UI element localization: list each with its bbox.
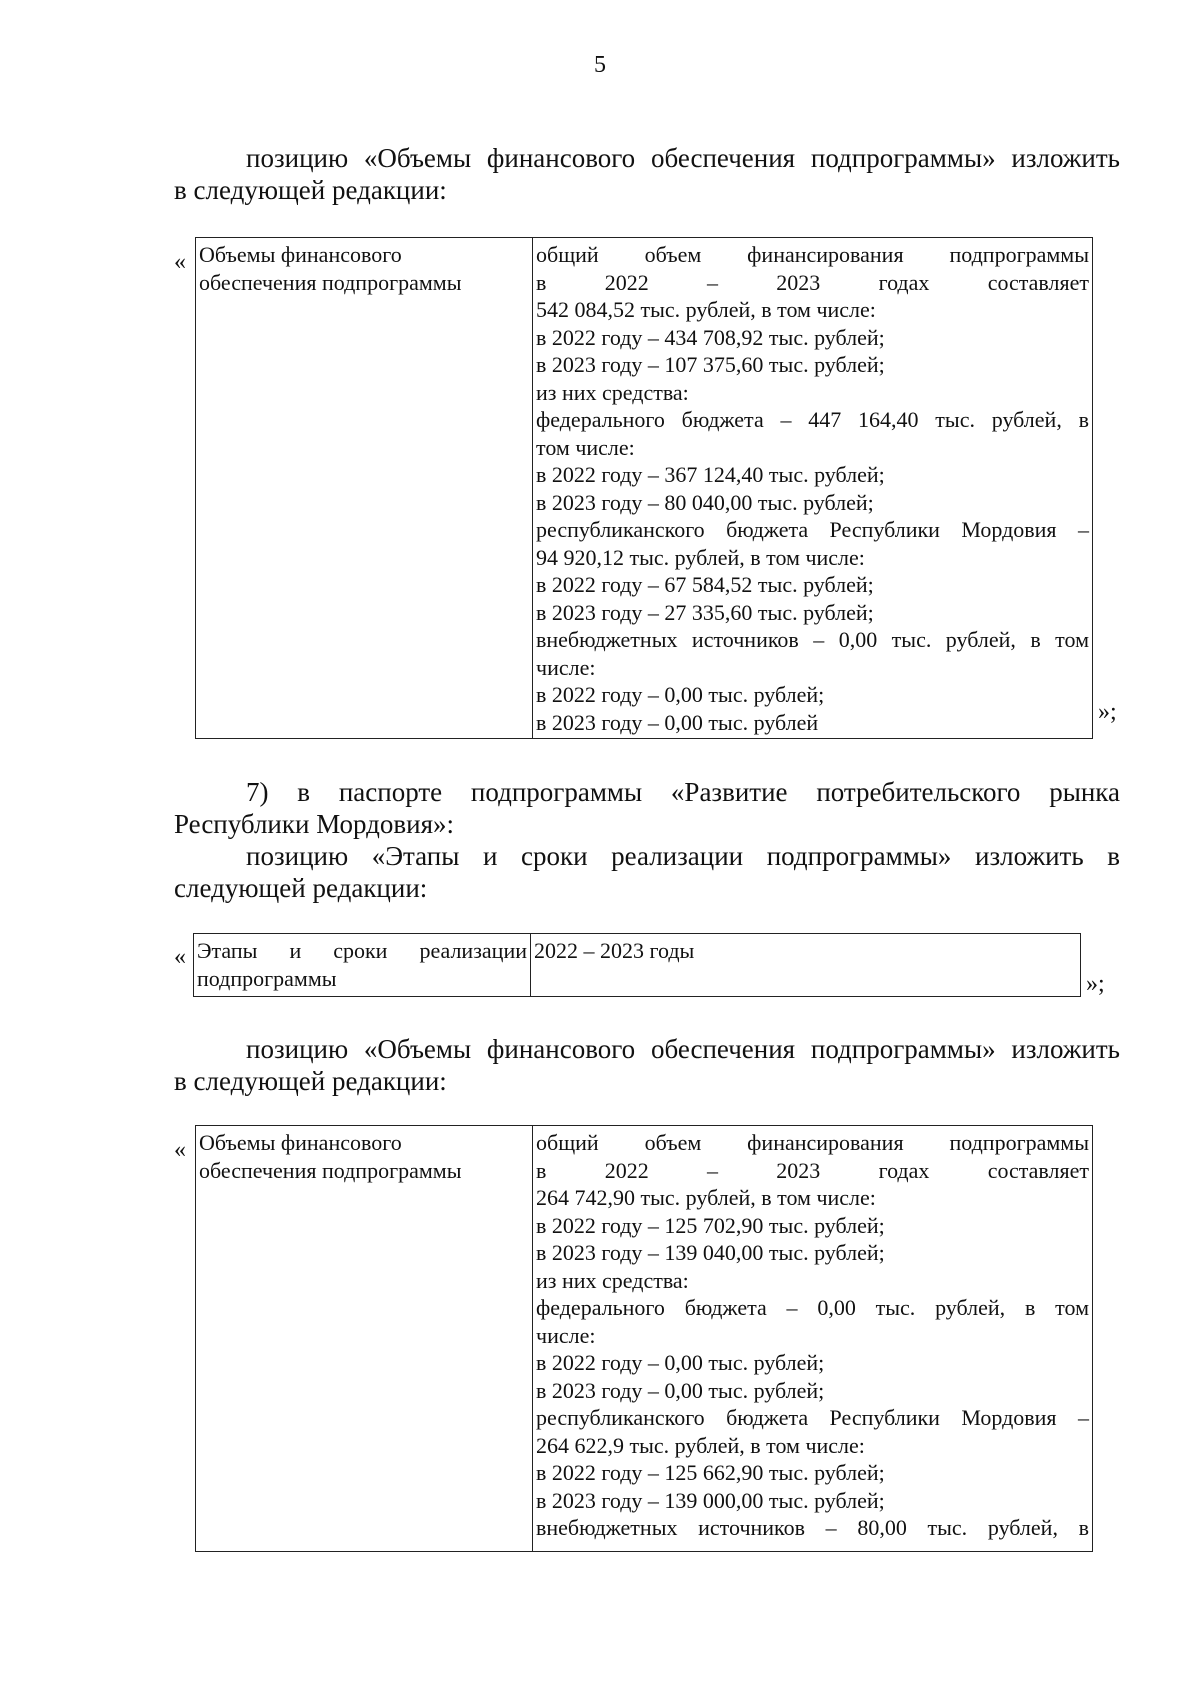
value-line: федерального бюджета – 447 164,40 тыс. рублей, в [536, 407, 1089, 432]
value-line: 264 622,9 тыс. рублей, в том числе: [536, 1432, 865, 1458]
value-line: в 2022 году – 434 708,92 тыс. рублей; [536, 324, 885, 350]
value-line: в 2023 году – 0,00 тыс. рублей [536, 709, 819, 735]
value-line: в 2023 году – 80 040,00 тыс. рублей; [536, 489, 874, 515]
value-line: 264 742,90 тыс. рублей, в том числе: [536, 1185, 876, 1210]
stages-table [193, 933, 1081, 997]
table-value-cell [531, 934, 1081, 997]
financing-table-2 [195, 1125, 1093, 1552]
open-quote: « [174, 944, 186, 970]
value-line: республиканского бюджета Республики Мордовия – [536, 517, 1089, 542]
value-line: внебюджетных источников – 0,00 тыс. рублей, в том [536, 627, 1089, 652]
paragraph-line: позицию «Объемы финансового обеспечения подпрограммы» изложить [246, 1034, 1120, 1064]
value-line: в 2023 году – 139 040,00 тыс. рублей; [536, 1240, 885, 1265]
label-line: Объемы финансового [199, 1130, 402, 1155]
value-line: республиканского бюджета Республики Мордовия – [536, 1405, 1089, 1430]
paragraph-volume-intro-2 [174, 1033, 1120, 1097]
value-line: в 2022 – 2023 годах составляет [536, 1157, 1089, 1183]
value-line: в 2022 году – 0,00 тыс. рублей; [536, 682, 825, 707]
value-line: числе: [536, 1322, 596, 1348]
value-line: в 2023 году – 107 375,60 тыс. рублей; [536, 352, 885, 377]
value-line: общий объем финансирования подпрограммы [536, 242, 1089, 267]
value-line: в 2022 году – 0,00 тыс. рублей; [536, 1350, 825, 1375]
label-line: Этапы и сроки реализации [197, 938, 527, 963]
value-line: в 2022 году – 367 124,40 тыс. рублей; [536, 462, 885, 487]
value-line: внебюджетных источников – 80,00 тыс. рублей, в [536, 1515, 1089, 1540]
value-line: том числе: [536, 434, 635, 460]
table-label-cell [196, 1126, 533, 1552]
paragraph-volume-intro-1 [174, 142, 1120, 206]
paragraph-line: в следующей редакции: [174, 1066, 447, 1096]
table-value-cell [533, 238, 1093, 739]
paragraph-line: Республики Мордовия»: [174, 809, 455, 839]
value-line: 2022 – 2023 годы [534, 938, 695, 963]
value-line: в 2022 году – 67 584,52 тыс. рублей; [536, 572, 874, 597]
paragraph-line: позицию «Объемы финансового обеспечения подпрограммы» изложить [246, 143, 1120, 173]
value-line: общий объем финансирования подпрограммы [536, 1130, 1089, 1155]
open-quote: « [174, 1137, 186, 1163]
paragraph-line: в следующей редакции: [174, 175, 447, 205]
value-line: числе: [536, 654, 596, 680]
value-line: 94 920,12 тыс. рублей, в том числе: [536, 544, 865, 570]
value-line: в 2022 – 2023 годах составляет [536, 269, 1089, 295]
paragraph-stages-intro [174, 840, 1120, 904]
table-label-cell [196, 238, 533, 739]
value-line: в 2023 году – 27 335,60 тыс. рублей; [536, 599, 874, 625]
value-line: из них средства: [536, 1267, 689, 1293]
label-line: обеспечения подпрограммы [199, 269, 462, 295]
paragraph-consumer-market [174, 776, 1120, 840]
paragraph-line: 7) в паспорте подпрограммы «Развитие потребительского рынка [246, 777, 1120, 807]
open-quote: « [174, 249, 186, 275]
paragraph-line: следующей редакции: [174, 873, 428, 903]
table-label-cell [194, 934, 531, 997]
value-line: в 2022 году – 125 702,90 тыс. рублей; [536, 1212, 885, 1238]
value-line: из них средства: [536, 379, 689, 405]
value-line: в 2022 году – 125 662,90 тыс. рублей; [536, 1460, 885, 1485]
financing-table-1 [195, 237, 1093, 739]
close-quote: »; [1098, 699, 1117, 725]
value-line: в 2023 году – 0,00 тыс. рублей; [536, 1377, 825, 1403]
label-line: подпрограммы [197, 965, 337, 991]
value-line: федерального бюджета – 0,00 тыс. рублей, в том [536, 1295, 1089, 1320]
value-line: в 2023 году – 139 000,00 тыс. рублей; [536, 1487, 885, 1513]
close-quote: »; [1086, 971, 1105, 997]
paragraph-line: позицию «Этапы и сроки реализации подпрограммы» изложить в [246, 841, 1120, 871]
value-line: 542 084,52 тыс. рублей, в том числе: [536, 297, 876, 322]
table-value-cell [533, 1126, 1093, 1552]
label-line: Объемы финансового [199, 242, 402, 267]
page-number: 5 [594, 52, 606, 78]
label-line: обеспечения подпрограммы [199, 1157, 462, 1183]
